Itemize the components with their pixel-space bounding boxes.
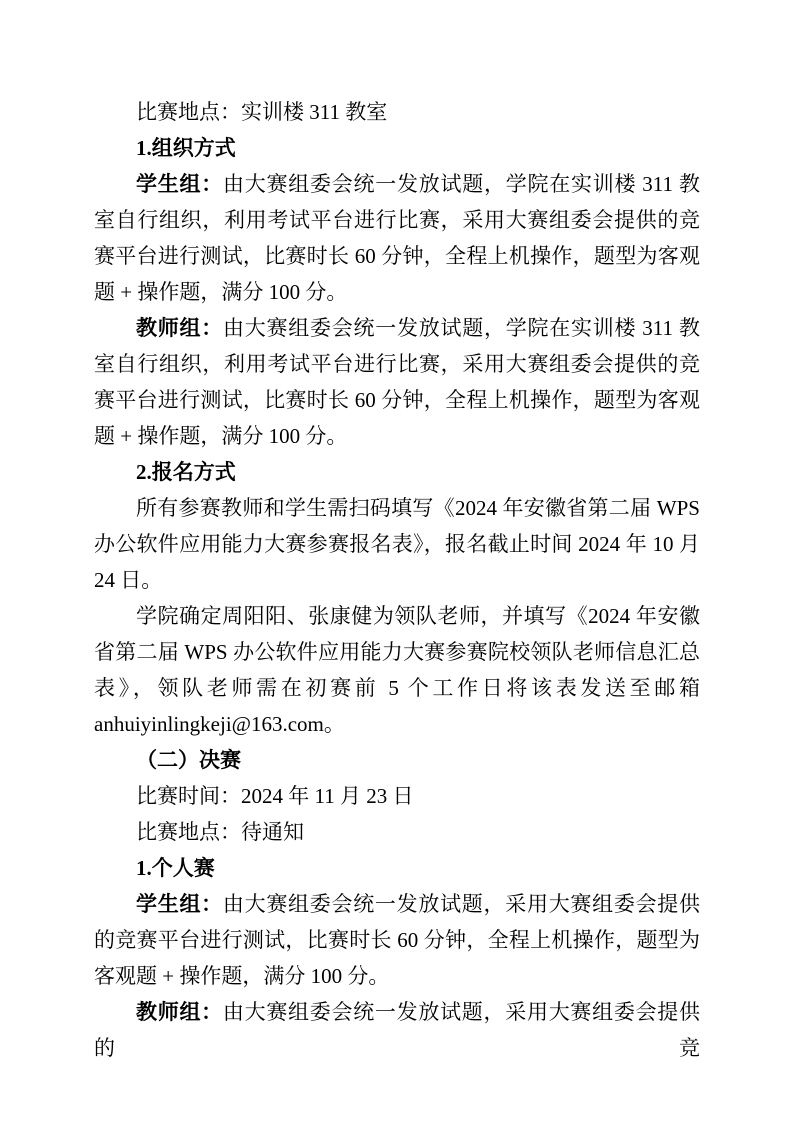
paragraph-text: 由大赛组委会统一发放试题，学院在实训楼 311 教室自行组织，利用考试平台进行比赛，采用大赛组委会提供的竞赛平台进行测试，比赛时长 60 分钟，全程上机操作，题型为客观题 + 操作题，满分 100 分。 <box>94 316 700 448</box>
paragraph-teacher-group-final-clipped <box>94 994 700 1066</box>
paragraph-lead: 学生组： <box>136 172 224 196</box>
paragraph-text: 比赛地点：实训楼 311 教室 <box>136 100 388 124</box>
paragraph-text: 学院确定周阳阳、张康健为领队老师，并填写《2024 年安徽省第二届 WPS 办公软件应用能力大赛参赛院校领队老师信息汇总表》，领队老师需在初赛前 5 个工作日将该表发送至邮箱 anhuiyinlingkeji@163.com。 <box>94 604 700 736</box>
paragraph-student-group-final <box>94 886 700 994</box>
paragraph-text: 由大赛组委会统一发放试题，采用大赛组委会提供的竞赛平台进行测试，比赛时长 60 分钟，全程上机操作，题型为客观题 + 操作题，满分 100 分。 <box>94 892 701 988</box>
paragraph-text: 由大赛组委会统一发放试题，学院在实训楼 311 教室自行组织，利用考试平台进行比赛，采用大赛组委会提供的竞赛平台进行测试，比赛时长 60 分钟，全程上机操作，题型为客观题 + 操作题，满分 100 分。 <box>94 172 700 304</box>
paragraph-registration-form <box>94 490 700 598</box>
section-heading-final: （二）决赛 <box>136 748 241 772</box>
section-heading-registration: 2.报名方式 <box>136 460 236 484</box>
paragraph-text: 由大赛组委会统一发放试题，采用大赛组委会提供的竞 <box>94 1000 701 1060</box>
paragraph-teacher-group-prelim <box>94 310 700 454</box>
paragraph-text: 所有参赛教师和学生需扫码填写《2024 年安徽省第二届 WPS 办公软件应用能力大赛参赛报名表》，报名截止时间 2024 年 10 月 24 日。 <box>94 496 700 592</box>
paragraph-lead: 教师组： <box>136 1000 223 1024</box>
paragraph-final-venue <box>94 814 700 850</box>
section-heading-individual: 1.个人赛 <box>136 856 215 880</box>
paragraph-text: 比赛地点：待通知 <box>136 820 304 844</box>
paragraph-team-leaders-email <box>94 598 700 742</box>
document-body <box>94 94 700 1066</box>
section-heading-organization: 1.组织方式 <box>136 136 236 160</box>
paragraph-final-time <box>94 778 700 814</box>
paragraph-lead: 教师组： <box>136 316 224 340</box>
paragraph-venue-prelim <box>94 94 700 130</box>
paragraph-student-group-prelim <box>94 166 700 310</box>
paragraph-lead: 学生组： <box>136 892 223 916</box>
paragraph-text: 比赛时间：2024 年 11 月 23 日 <box>136 784 414 808</box>
